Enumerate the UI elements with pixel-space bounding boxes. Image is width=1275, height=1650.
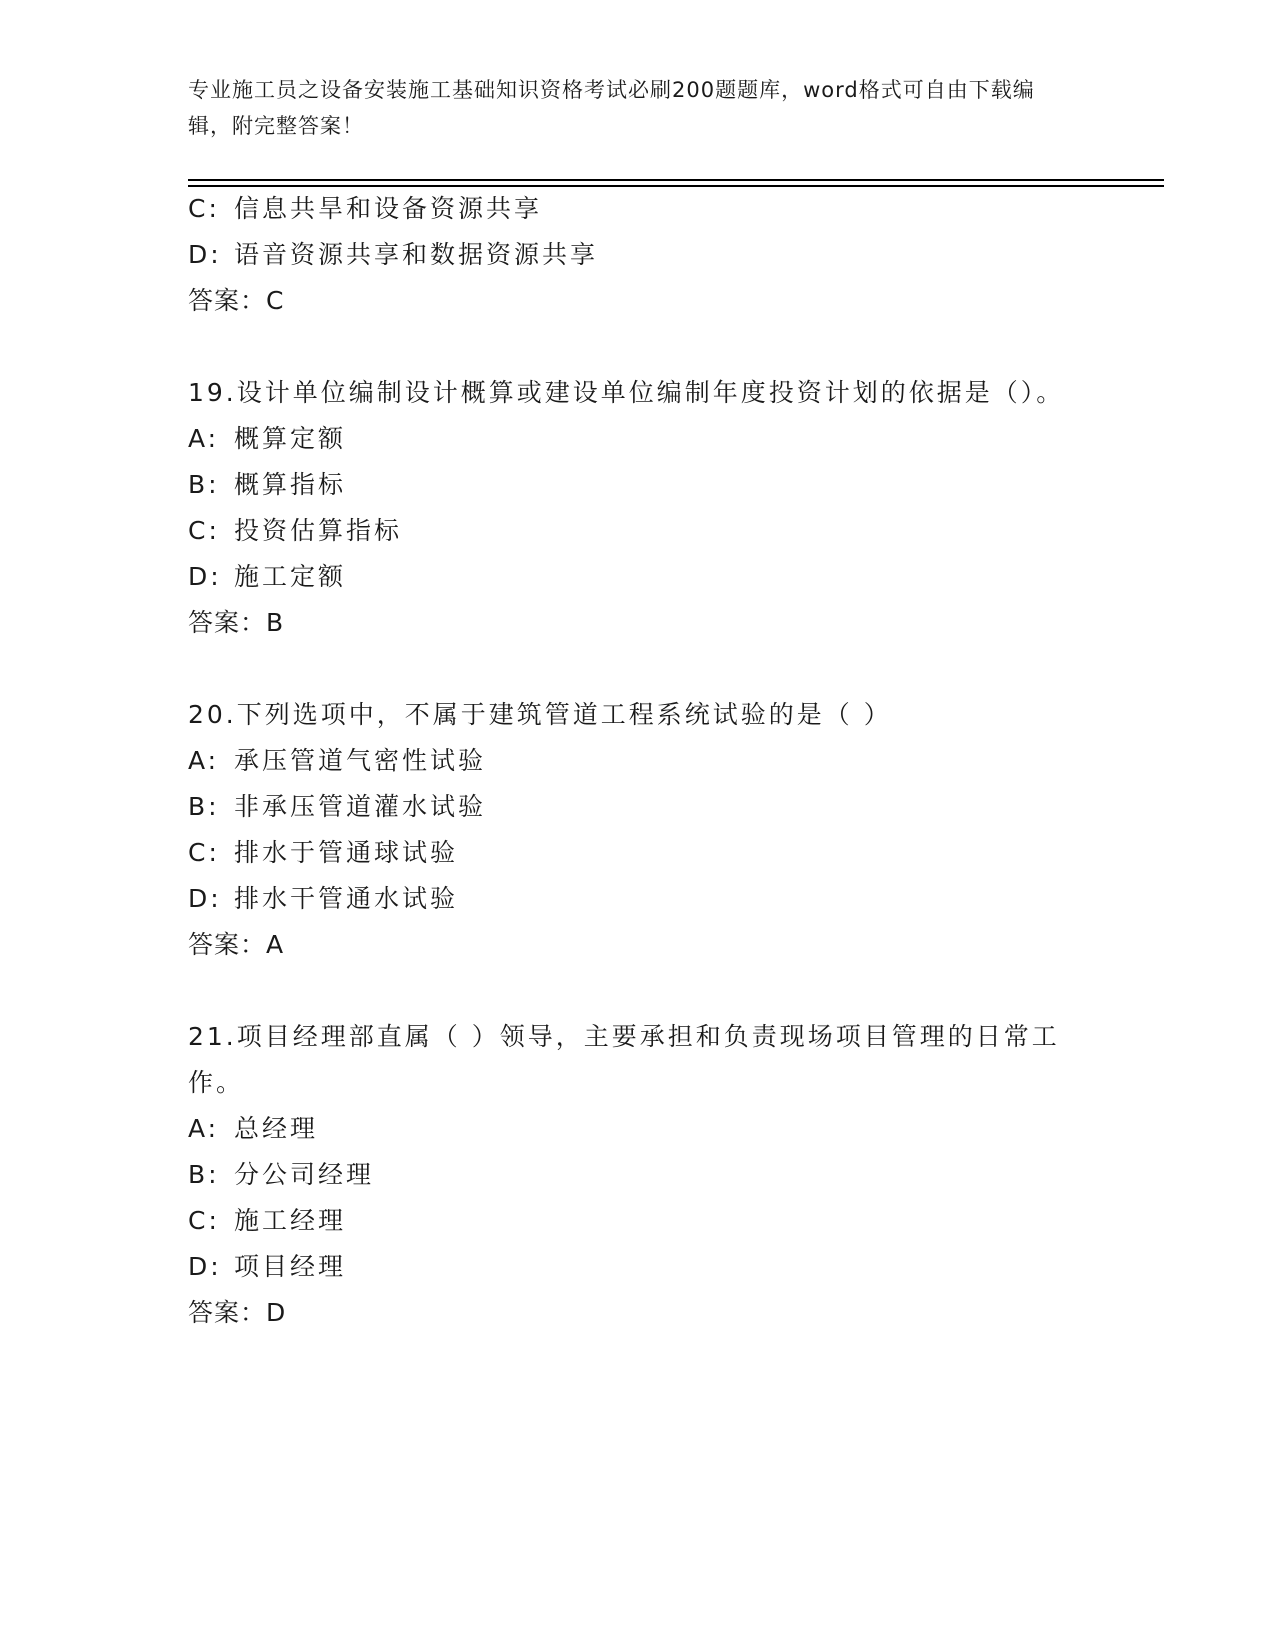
option-c: C: 投资估算指标 (188, 516, 403, 545)
question-list (188, 186, 1068, 1336)
option-a: A: 总经理 (188, 1114, 319, 1143)
answer: 答案：C (188, 286, 285, 315)
option-c: C: 排水于管通球试验 (188, 838, 459, 867)
question-title: 19.设计单位编制设计概算或建设单位编制年度投资计划的依据是（）。 (188, 378, 1065, 407)
option-d: D: 项目经理 (188, 1252, 347, 1281)
spacer (188, 646, 1068, 692)
answer: 答案：A (188, 930, 285, 959)
option-d: D: 语音资源共享和数据资源共享 (188, 240, 599, 269)
option-a: A: 概算定额 (188, 424, 347, 453)
spacer (188, 324, 1068, 370)
question-19 (188, 370, 1068, 646)
header-divider-top (188, 179, 1164, 181)
option-d: D: 排水干管通水试验 (188, 884, 459, 913)
option-b: B: 概算指标 (188, 470, 347, 499)
answer: 答案：B (188, 608, 285, 637)
option-c: C: 信息共旱和设备资源共享 (188, 194, 543, 223)
answer: 答案：D (188, 1298, 287, 1327)
question-20 (188, 692, 1068, 968)
question-21 (188, 1014, 1068, 1336)
document-header (188, 72, 1068, 144)
option-b: B: 分公司经理 (188, 1160, 375, 1189)
option-b: B: 非承压管道灌水试验 (188, 792, 487, 821)
option-a: A: 承压管道气密性试验 (188, 746, 487, 775)
header-text: 专业施工员之设备安装施工基础知识资格考试必刷200题题库，word格式可自由下载编辑，附完整答案！ (188, 78, 1035, 138)
question-title: 20.下列选项中，不属于建筑管道工程系统试验的是（ ） (188, 700, 892, 729)
question-18-continued (188, 186, 1068, 324)
option-c: C: 施工经理 (188, 1206, 347, 1235)
spacer (188, 968, 1068, 1014)
option-d: D: 施工定额 (188, 562, 347, 591)
question-title: 21.项目经理部直属（ ）领导，主要承担和负责现场项目管理的日常工作。 (188, 1022, 1060, 1097)
